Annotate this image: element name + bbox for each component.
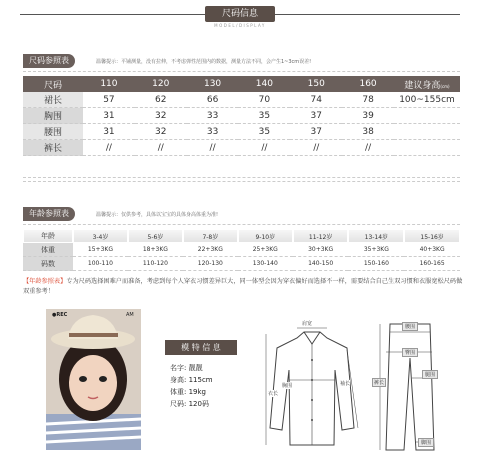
section-title: 尺码信息: [205, 6, 275, 22]
shirt-measurement-diagram: [262, 320, 362, 455]
table-row: 体重 15+3KG 18+3KG 22+3KG 25+3KG 30+3KG 35+3KG 40+3KG: [23, 243, 460, 257]
model-info: 名字: 靓靓 身高: 115cm 体重: 19kg 尺码: 120码: [170, 364, 213, 408]
age-table: [23, 229, 460, 271]
model-photo: [46, 309, 141, 450]
rec-label: ●REC: [52, 312, 68, 318]
age-chart-tag: 年龄参照表: [23, 207, 75, 221]
size-table: [23, 76, 460, 156]
reminder-text: 专为尺码选择困难户而准备，考虑到每个人穿衣习惯差异巨大，同一体型会因为穿衣偏好而选择不一样，需要结合自己生双习惯和衣服宽松尺码做双重参考！: [23, 278, 463, 295]
table-row: 裙长 57 62 66 70 74 78 100~155cm: [23, 92, 460, 108]
length-label: 衣长: [268, 391, 279, 397]
table-row: 码数 100-110 110-120 120-130 130-140 140-150 150-160 160-165: [23, 257, 460, 271]
size-table-header: 尺码 110 120 130 140 150 160 建议身高(cm): [23, 76, 460, 92]
sleeve-label: 袖长: [340, 381, 351, 387]
reminder-label: 【年龄参照表】: [23, 278, 67, 285]
chest-label: 胸围: [282, 383, 293, 389]
hem-label: 脚围: [418, 438, 434, 447]
age-chart-note: 温馨提示：仅供参考，具体以宝宝的具体身高体重为准!: [96, 212, 219, 218]
pants-length-label: 裤长: [374, 380, 385, 386]
model-name: 靓靓: [188, 364, 203, 372]
size-chart-note: 温馨提示：平铺测量，没有拉伸，不考虑弹性范围内的数据，测量方法不同，会产生1~3cm误差!: [96, 59, 312, 65]
waist-label: 腰围: [402, 322, 418, 331]
table-row: 腰围 31 32 33 35 37 38: [23, 124, 460, 140]
section-subtitle: MODEL/DISPLAY: [214, 23, 266, 28]
rec-time-label: AM: [126, 312, 134, 318]
size-chart-tag: 尺码参照表: [23, 54, 75, 68]
shoulder-label: 肩宽: [302, 321, 313, 327]
model-info-title: 模 特 信 息: [165, 340, 237, 355]
hip-label: 臀围: [402, 348, 418, 357]
table-row: 裤长 // // // // // //: [23, 140, 460, 156]
thigh-label: 腿围: [422, 370, 438, 379]
size-reminder: [23, 277, 463, 297]
model-height: 115cm: [188, 376, 213, 384]
model-weight: 19kg: [188, 388, 206, 396]
model-size: 120码: [188, 400, 209, 408]
pants-measurement-diagram: [372, 318, 452, 455]
table-row: 胸围 31 32 33 35 37 39: [23, 108, 460, 124]
table-row: 年龄 3-4岁 5-6岁 7-8岁 9-10岁 11-12岁 13-14岁 15-16岁: [23, 229, 460, 243]
